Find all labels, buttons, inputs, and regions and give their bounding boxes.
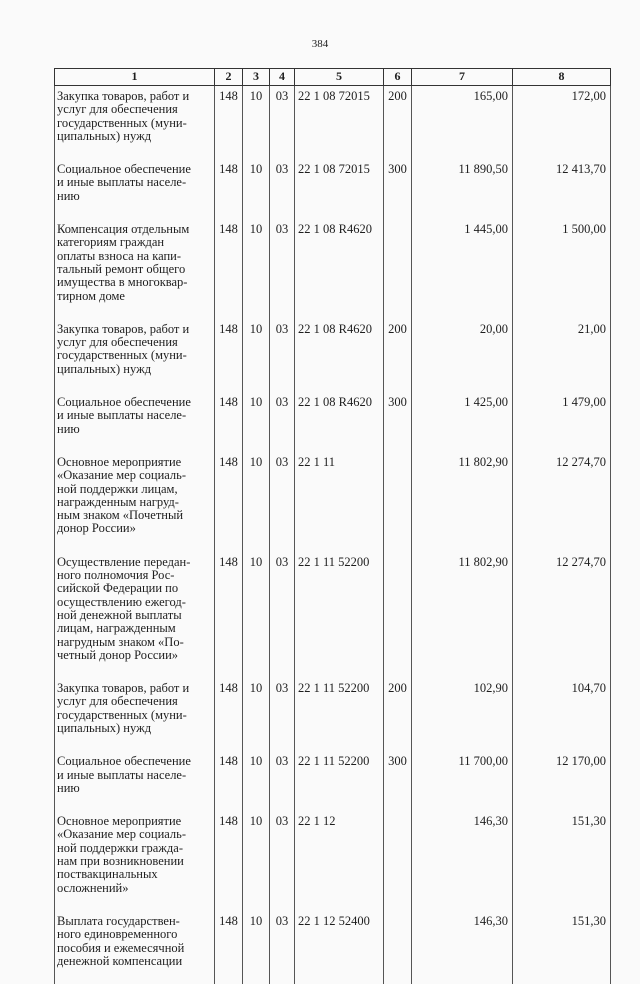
table-row <box>55 911 611 984</box>
row-name-line: ного полномочия Рос- <box>57 569 211 582</box>
row-name-line: осуществлению ежегод- <box>57 596 211 609</box>
amount-year-1-cell: 146,30 <box>412 911 513 984</box>
table-row <box>55 452 611 552</box>
target-article-cell: 22 1 08 R4620 <box>295 319 384 392</box>
target-article-cell: 22 1 12 52400 <box>295 911 384 984</box>
amount-year-2-cell: 1 500,00 <box>513 219 611 319</box>
row-name-line: «Оказание мер социаль- <box>57 469 211 482</box>
table-row <box>55 678 611 751</box>
expense-type-cell: 200 <box>384 86 412 160</box>
amount-year-2-cell: 1 479,00 <box>513 392 611 452</box>
row-name-line: ной поддержки лицам, <box>57 483 211 496</box>
row-name-line: услуг для обеспечения <box>57 103 211 116</box>
amount-year-2-cell: 12 274,70 <box>513 452 611 552</box>
subsection-code-cell: 03 <box>270 452 295 552</box>
row-name-line: четный донор России» <box>57 649 211 662</box>
target-article-cell: 22 1 08 R4620 <box>295 219 384 319</box>
row-name-cell <box>55 219 215 319</box>
row-name-line: ципальных) нужд <box>57 130 211 143</box>
row-name-line: ципальных) нужд <box>57 363 211 376</box>
expense-type-cell <box>384 552 412 678</box>
expense-type-cell: 200 <box>384 319 412 392</box>
row-name-line: награжденным нагруд- <box>57 496 211 509</box>
budget-table-wrapper <box>54 68 611 984</box>
section-code-cell: 10 <box>243 552 270 678</box>
ministry-code-cell: 148 <box>215 552 243 678</box>
target-article-cell: 22 1 08 R4620 <box>295 392 384 452</box>
subsection-code-cell: 03 <box>270 319 295 392</box>
row-name-line: и иные выплаты населе- <box>57 409 211 422</box>
target-article-cell: 22 1 12 <box>295 811 384 911</box>
row-name-line: оплаты взноса на капи- <box>57 250 211 263</box>
row-name-line: тирном доме <box>57 290 211 303</box>
amount-year-2-cell: 104,70 <box>513 678 611 751</box>
column-header: 4 <box>270 69 295 86</box>
row-name-line: денежной компенсации <box>57 955 211 968</box>
row-name-line: донор России» <box>57 522 211 535</box>
expense-type-cell <box>384 452 412 552</box>
target-article-cell: 22 1 11 <box>295 452 384 552</box>
amount-year-2-cell: 172,00 <box>513 86 611 160</box>
row-name-line: тальный ремонт общего <box>57 263 211 276</box>
subsection-code-cell: 03 <box>270 911 295 984</box>
row-name-line: Закупка товаров, работ и <box>57 682 211 695</box>
ministry-code-cell: 148 <box>215 751 243 811</box>
table-row <box>55 392 611 452</box>
row-name-line: поствакцинальных <box>57 868 211 881</box>
row-name-line: Выплата государствен- <box>57 915 211 928</box>
row-name-line: нию <box>57 782 211 795</box>
section-code-cell: 10 <box>243 911 270 984</box>
ministry-code-cell: 148 <box>215 392 243 452</box>
row-name-line: нию <box>57 190 211 203</box>
row-name-line: имущества в многоквар- <box>57 276 211 289</box>
amount-year-2-cell: 12 413,70 <box>513 159 611 219</box>
row-name-cell <box>55 159 215 219</box>
section-code-cell: 10 <box>243 678 270 751</box>
target-article-cell: 22 1 08 72015 <box>295 86 384 160</box>
row-name-line: категориям граждан <box>57 236 211 249</box>
column-header: 3 <box>243 69 270 86</box>
expense-type-cell: 300 <box>384 159 412 219</box>
amount-year-2-cell: 151,30 <box>513 911 611 984</box>
row-name-cell <box>55 678 215 751</box>
expense-type-cell <box>384 911 412 984</box>
row-name-line: государственных (муни- <box>57 709 211 722</box>
ministry-code-cell: 148 <box>215 319 243 392</box>
section-code-cell: 10 <box>243 392 270 452</box>
section-code-cell: 10 <box>243 319 270 392</box>
row-name-line: ного единовременного <box>57 928 211 941</box>
target-article-cell: 22 1 11 52200 <box>295 751 384 811</box>
subsection-code-cell: 03 <box>270 751 295 811</box>
row-name-line: Основное мероприятие <box>57 456 211 469</box>
amount-year-1-cell: 11 700,00 <box>412 751 513 811</box>
table-row <box>55 219 611 319</box>
amount-year-2-cell: 12 274,70 <box>513 552 611 678</box>
ministry-code-cell: 148 <box>215 219 243 319</box>
subsection-code-cell: 03 <box>270 552 295 678</box>
amount-year-1-cell: 11 802,90 <box>412 452 513 552</box>
table-row <box>55 751 611 811</box>
amount-year-1-cell: 102,90 <box>412 678 513 751</box>
target-article-cell: 22 1 11 52200 <box>295 552 384 678</box>
ministry-code-cell: 148 <box>215 678 243 751</box>
ministry-code-cell: 148 <box>215 811 243 911</box>
row-name-cell <box>55 452 215 552</box>
amount-year-2-cell: 12 170,00 <box>513 751 611 811</box>
subsection-code-cell: 03 <box>270 678 295 751</box>
row-name-line: и иные выплаты населе- <box>57 176 211 189</box>
column-header: 1 <box>55 69 215 86</box>
amount-year-1-cell: 11 890,50 <box>412 159 513 219</box>
column-header: 7 <box>412 69 513 86</box>
row-name-line: Основное мероприятие <box>57 815 211 828</box>
row-name-line: нию <box>57 423 211 436</box>
row-name-cell <box>55 751 215 811</box>
amount-year-1-cell: 1 425,00 <box>412 392 513 452</box>
section-code-cell: 10 <box>243 452 270 552</box>
amount-year-2-cell: 21,00 <box>513 319 611 392</box>
section-code-cell: 10 <box>243 86 270 160</box>
table-row <box>55 319 611 392</box>
row-name-line: Закупка товаров, работ и <box>57 90 211 103</box>
section-code-cell: 10 <box>243 159 270 219</box>
ministry-code-cell: 148 <box>215 159 243 219</box>
target-article-cell: 22 1 11 52200 <box>295 678 384 751</box>
amount-year-1-cell: 146,30 <box>412 811 513 911</box>
row-name-line: Закупка товаров, работ и <box>57 323 211 336</box>
row-name-line: пособия и ежемесячной <box>57 942 211 955</box>
subsection-code-cell: 03 <box>270 811 295 911</box>
row-name-line: нам при возникновении <box>57 855 211 868</box>
amount-year-1-cell: 1 445,00 <box>412 219 513 319</box>
table-row <box>55 811 611 911</box>
row-name-line: Осуществление передан- <box>57 556 211 569</box>
row-name-cell <box>55 811 215 911</box>
ministry-code-cell: 148 <box>215 911 243 984</box>
row-name-line: услуг для обеспечения <box>57 336 211 349</box>
budget-table <box>54 68 611 984</box>
row-name-cell <box>55 86 215 160</box>
page-number: 384 <box>0 38 640 50</box>
section-code-cell: 10 <box>243 219 270 319</box>
row-name-line: ной денежной выплаты <box>57 609 211 622</box>
row-name-line: государственных (муни- <box>57 117 211 130</box>
table-body <box>55 86 611 984</box>
row-name-cell <box>55 911 215 984</box>
table-row <box>55 552 611 678</box>
table-row <box>55 159 611 219</box>
row-name-line: и иные выплаты населе- <box>57 769 211 782</box>
amount-year-1-cell: 165,00 <box>412 86 513 160</box>
column-header: 2 <box>215 69 243 86</box>
row-name-line: Социальное обеспечение <box>57 396 211 409</box>
row-name-line: нагрудным знаком «По- <box>57 636 211 649</box>
column-header: 5 <box>295 69 384 86</box>
row-name-line: ципальных) нужд <box>57 722 211 735</box>
table-row <box>55 86 611 160</box>
row-name-line: сийской Федерации по <box>57 582 211 595</box>
target-article-cell: 22 1 08 72015 <box>295 159 384 219</box>
section-code-cell: 10 <box>243 811 270 911</box>
row-name-line: ным знаком «Почетный <box>57 509 211 522</box>
row-name-cell <box>55 392 215 452</box>
subsection-code-cell: 03 <box>270 159 295 219</box>
row-name-line: осложнений» <box>57 882 211 895</box>
expense-type-cell: 200 <box>384 678 412 751</box>
amount-year-1-cell: 20,00 <box>412 319 513 392</box>
subsection-code-cell: 03 <box>270 219 295 319</box>
header-row <box>55 69 611 86</box>
subsection-code-cell: 03 <box>270 392 295 452</box>
row-name-line: ной поддержки гражда- <box>57 842 211 855</box>
row-name-line: Компенсация отдельным <box>57 223 211 236</box>
row-name-cell <box>55 552 215 678</box>
ministry-code-cell: 148 <box>215 452 243 552</box>
ministry-code-cell: 148 <box>215 86 243 160</box>
row-name-line: Социальное обеспечение <box>57 163 211 176</box>
section-code-cell: 10 <box>243 751 270 811</box>
row-name-line: «Оказание мер социаль- <box>57 828 211 841</box>
expense-type-cell: 300 <box>384 392 412 452</box>
row-name-line: услуг для обеспечения <box>57 695 211 708</box>
expense-type-cell <box>384 219 412 319</box>
row-name-line: лицам, награжденным <box>57 622 211 635</box>
expense-type-cell: 300 <box>384 751 412 811</box>
row-name-cell <box>55 319 215 392</box>
subsection-code-cell: 03 <box>270 86 295 160</box>
column-header: 6 <box>384 69 412 86</box>
row-name-line: Социальное обеспечение <box>57 755 211 768</box>
amount-year-1-cell: 11 802,90 <box>412 552 513 678</box>
row-name-line: государственных (муни- <box>57 349 211 362</box>
column-header: 8 <box>513 69 611 86</box>
expense-type-cell <box>384 811 412 911</box>
amount-year-2-cell: 151,30 <box>513 811 611 911</box>
